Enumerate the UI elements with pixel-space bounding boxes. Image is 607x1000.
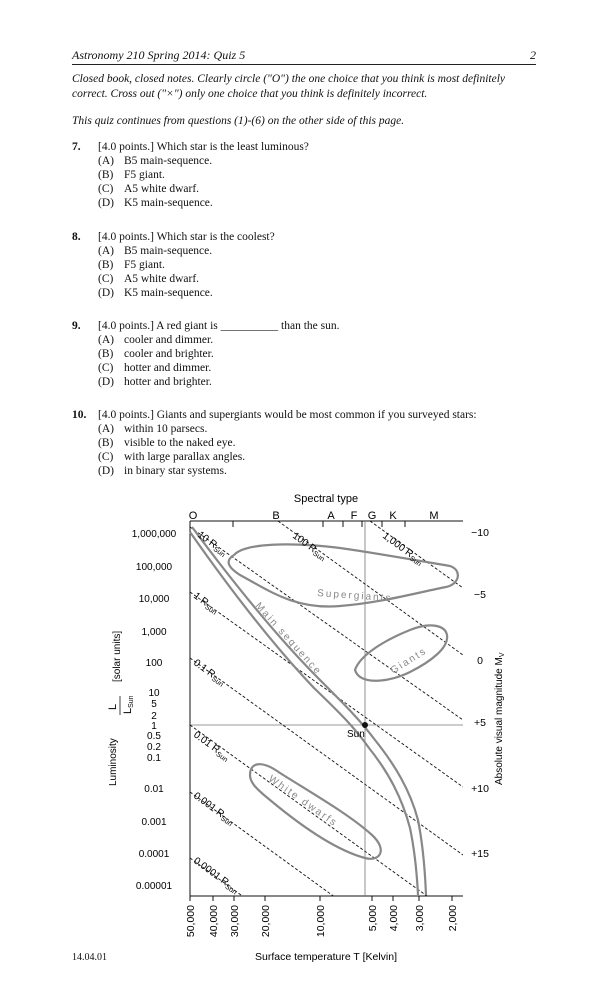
option-letter: (C) — [98, 362, 114, 374]
option-letter: (D) — [98, 197, 114, 209]
spectral-type-label: M — [429, 510, 439, 522]
option-text: with large parallax angles. — [124, 451, 246, 463]
spectral-type-scale — [189, 510, 439, 527]
luminosity-fraction-top: L — [107, 703, 119, 710]
sun-label: Sun — [347, 729, 365, 740]
option-letter: (A) — [98, 245, 114, 257]
option-letter: (C) — [98, 451, 114, 463]
option-text: cooler and dimmer. — [124, 334, 214, 346]
page-number: 2 — [530, 48, 536, 62]
option-text: A5 white dwarf. — [124, 183, 200, 195]
luminosity-units-label: [solar units] — [112, 630, 123, 682]
temperature-tick-label: 3,000 — [414, 905, 426, 932]
question-stem: [4.0 points.] A red giant is __________ than the sun. — [98, 320, 340, 332]
question-stem: [4.0 points.] Which star is the least luminous? — [98, 141, 309, 153]
luminosity-tick-label: 10 — [148, 688, 160, 699]
option-text: K5 main-sequence. — [124, 287, 213, 299]
radius-label: 0.1 $R_{Sun}$ — [191, 657, 225, 689]
footer-date: 14.04.01 — [72, 952, 107, 963]
question-stem: [4.0 points.] Which star is the coolest? — [98, 231, 275, 243]
temperature-tick-label: 40,000 — [208, 905, 220, 938]
option-letter: (B) — [98, 348, 114, 360]
spectral-type-label: F — [350, 510, 358, 522]
option-text: in binary star systems. — [124, 465, 227, 477]
giants-label: Giants — [388, 645, 430, 677]
luminosity-tick-label: 5 — [151, 699, 157, 710]
option-text: F5 giant. — [124, 169, 165, 181]
question-number: 7. — [72, 141, 81, 153]
magnitude-tick-label: +10 — [471, 783, 489, 795]
temperature-axis — [185, 896, 459, 937]
header-title: Astronomy 210 Spring 2014: Quiz 5 — [72, 48, 246, 62]
option-letter: (A) — [98, 334, 114, 346]
radius-label: 10 $R_{Sun}$ — [195, 529, 226, 559]
option-letter: (D) — [98, 287, 114, 299]
magnitude-tick-label: 0 — [477, 655, 483, 667]
white-dwarfs-label: White dwarfs — [266, 773, 340, 830]
luminosity-tick-label: 1 — [151, 721, 157, 732]
option-letter: (A) — [98, 155, 114, 167]
spectral-type-label: K — [389, 510, 397, 522]
luminosity-tick-label: 1,000 — [141, 627, 167, 638]
continuation-note: This quiz continues from questions (1)-(6) on the other side of this page. — [72, 115, 405, 127]
spectral-type-label: G — [367, 510, 377, 522]
option-letter: (D) — [98, 465, 114, 477]
luminosity-tick-label: 2 — [151, 711, 157, 722]
option-letter: (A) — [98, 423, 114, 435]
luminosity-tick-label: 0.00001 — [135, 881, 173, 892]
option-letter: (B) — [98, 259, 114, 271]
option-text: visible to the naked eye. — [124, 437, 236, 449]
radius-label: 0.0001 $R_{Sun}$ — [191, 855, 238, 897]
spectral-type-title: Spectral type — [293, 493, 359, 505]
radius-label: 1 $R_{Sun}$ — [191, 590, 218, 617]
luminosity-tick-label: 0.0001 — [138, 849, 170, 860]
luminosity-tick-label: 100,000 — [135, 562, 173, 573]
option-text: B5 main-sequence. — [124, 245, 213, 257]
radius-label: 1,000 $R_{Sun}$ — [380, 530, 423, 569]
radius-label: 0.01 $R_{Sun}$ — [191, 729, 229, 764]
question-number: 8. — [72, 231, 81, 243]
magnitude-axis-title: Absolute visual magnitude $M_V$ — [494, 652, 506, 785]
option-text: F5 giant. — [124, 259, 165, 271]
magnitude-tick-label: +15 — [471, 848, 489, 860]
option-text: hotter and dimmer. — [124, 362, 212, 374]
radius-label: 100 $R_{Sun}$ — [290, 530, 326, 564]
main-sequence-band — [190, 529, 418, 895]
question-number: 9. — [72, 320, 81, 332]
magnitude-tick-label: −5 — [474, 589, 486, 601]
option-text: K5 main-sequence. — [124, 197, 213, 209]
luminosity-tick-label: 0.5 — [147, 731, 161, 742]
radius-label: 0.001 $R_{Sun}$ — [191, 790, 234, 829]
luminosity-axis-label: Luminosity — [108, 738, 119, 786]
temperature-axis-title: Surface temperature T [Kelvin] — [254, 951, 398, 963]
temperature-tick-label: 10,000 — [315, 905, 327, 938]
spectral-type-label: A — [327, 510, 335, 522]
temperature-tick-label: 2,000 — [447, 905, 459, 932]
magnitude-axis — [471, 527, 489, 860]
supergiants-label: Supergiants — [316, 588, 393, 605]
option-letter: (B) — [98, 169, 114, 181]
temperature-tick-label: 50,000 — [185, 905, 197, 938]
option-text: hotter and brighter. — [124, 376, 212, 388]
option-letter: (D) — [98, 376, 114, 388]
option-text: within 10 parsecs. — [124, 423, 208, 435]
radius-labels — [191, 530, 426, 897]
temperature-tick-label: 4,000 — [388, 905, 400, 932]
instruction-line: correct. Cross out ("×") only one choice that you think is definitely incorrect. — [72, 88, 428, 100]
magnitude-tick-label: +5 — [474, 717, 486, 729]
option-letter: (C) — [98, 273, 114, 285]
temperature-tick-label: 5,000 — [367, 905, 379, 932]
luminosity-tick-label: 10,000 — [138, 594, 170, 605]
temperature-tick-label: 30,000 — [229, 905, 241, 938]
luminosity-tick-label: 1,000,000 — [131, 529, 177, 540]
instruction-line: Closed book, closed notes. Clearly circle ("O") the one choice that you think is most definitely — [72, 73, 506, 85]
luminosity-tick-label: 100 — [145, 658, 163, 669]
luminosity-tick-label: 0.1 — [147, 753, 161, 764]
luminosity-axis-title — [107, 631, 135, 786]
main-sequence-label: Main sequence — [252, 600, 324, 678]
luminosity-tick-label: 0.01 — [144, 784, 164, 795]
option-text: A5 white dwarf. — [124, 273, 200, 285]
luminosity-tick-label: 0.001 — [141, 817, 167, 828]
magnitude-tick-label: −10 — [471, 527, 489, 539]
luminosity-fraction-bottom: LSun — [122, 695, 135, 714]
radius-line-1 — [190, 592, 463, 787]
option-text: B5 main-sequence. — [124, 155, 213, 167]
spectral-type-label: O — [188, 510, 198, 522]
option-letter: (C) — [98, 183, 114, 195]
spectral-type-label: B — [272, 510, 280, 522]
option-text: cooler and brighter. — [124, 348, 214, 360]
option-letter: (B) — [98, 437, 114, 449]
temperature-tick-label: 20,000 — [260, 905, 272, 938]
question-number: 10. — [72, 409, 87, 421]
luminosity-tick-label: 0.2 — [147, 742, 161, 753]
luminosity-axis — [132, 529, 177, 892]
sun-marker — [362, 722, 368, 728]
question-stem: [4.0 points.] Giants and supergiants would be most common if you surveyed stars: — [98, 409, 477, 421]
